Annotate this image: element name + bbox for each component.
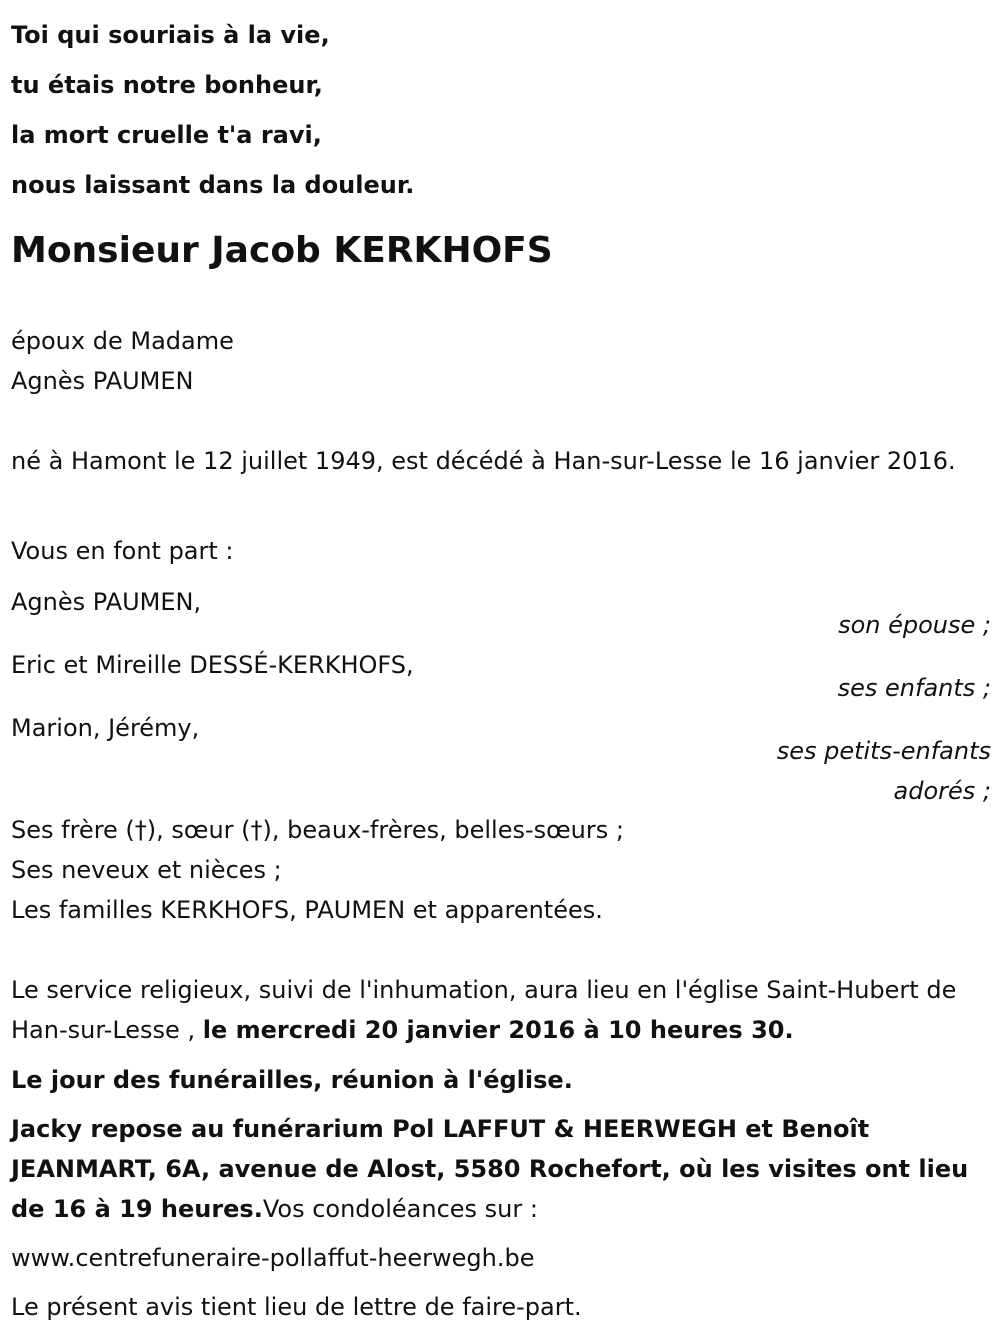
service-info [11,970,971,1050]
role-line: ses petits-enfants [776,737,991,765]
family-names-spouse: Agnès PAUMEN, [11,588,202,616]
deceased-name: Monsieur Jacob KERKHOFS [11,230,553,271]
poem-line: tu étais notre bonheur, [11,71,323,99]
footer-note: Le présent avis tient lieu de lettre de faire-part. [11,1293,582,1321]
service-text: Le service religieux, suivi de l'inhumation, aura lieu en l'église Saint-Hubert de Han-sur-Lesse , [11,976,957,1044]
condolences-label: Vos condoléances sur : [262,1195,538,1223]
poem-line: la mort cruelle t'a ravi, [11,121,322,149]
spouse-line2: Agnès PAUMEN [11,367,194,395]
spouse-info [11,321,234,401]
relatives-line: Ses neveux et nièces ; [11,856,282,884]
visit-info [11,1109,986,1229]
role-line: adorés ; [893,777,991,805]
family-names-children: Eric et Mireille DESSÉ-KERKHOFS, [11,651,414,679]
poem-line: Toi qui souriais à la vie, [11,21,330,49]
service-date: le mercredi 20 janvier 2016 à 10 heures 30. [202,1016,794,1044]
relatives-line: Les familles KERKHOFS, PAUMEN et apparentées. [11,896,603,924]
birth-death: né à Hamont le 12 juillet 1949, est décédé à Han-sur-Lesse le 16 janvier 2016. [11,447,956,475]
family-role-grandchildren [777,731,991,811]
family-role-spouse: son épouse ; [838,611,991,639]
reunion: Le jour des funérailles, réunion à l'église. [11,1066,573,1094]
poem-line: nous laissant dans la douleur. [11,171,415,199]
announce: Vous en font part : [11,537,234,565]
relatives [11,810,624,930]
family-role-children: ses enfants ; [837,674,991,702]
relatives-line: Ses frère (†), sœur (†), beaux-frères, belles-sœurs ; [11,816,624,844]
family-names-grandchildren: Marion, Jérémy, [11,714,200,742]
visit-details: Jacky repose au funérarium Pol LAFFUT & HEERWEGH et Benoît JEANMART, 6A, avenue de Alost, 5580 Rochefort, où les visites ont lieu de 16 à 19 heures. [11,1115,969,1223]
website-link[interactable]: www.centrefuneraire-pollaffut-heerwegh.be [11,1244,535,1272]
poem [11,10,414,210]
spouse-line1: époux de Madame [11,327,234,355]
